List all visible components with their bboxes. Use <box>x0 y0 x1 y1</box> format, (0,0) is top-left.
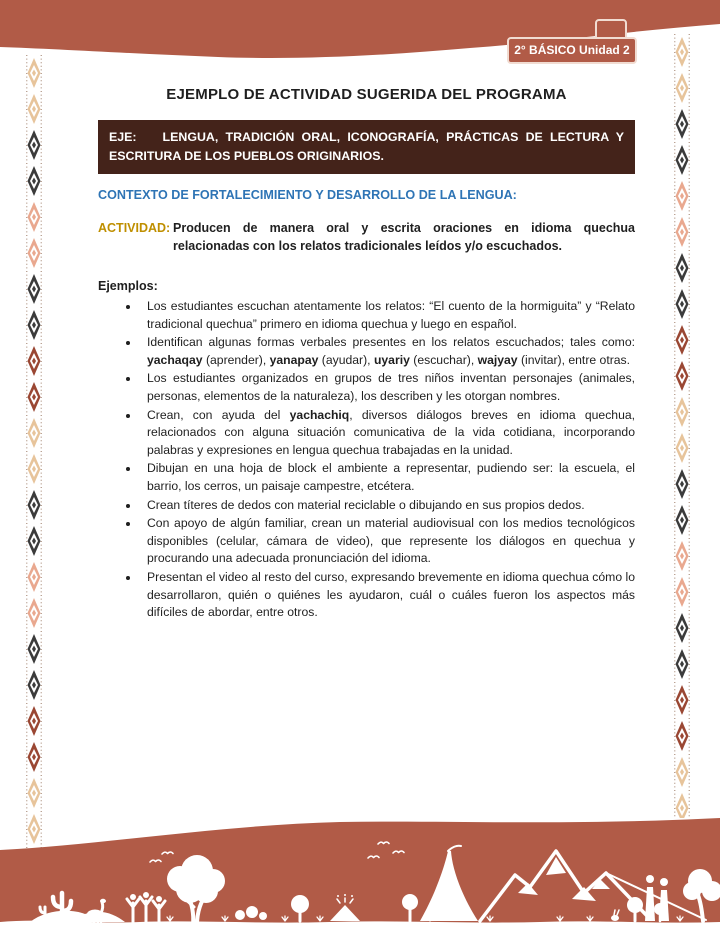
example-item: • Crean títeres de dedos con material reciclable o dibujando en sus propios dedos. <box>140 497 635 515</box>
example-item: • Con apoyo de algún familiar, crean un material audiovisual con los medios tecnológicos disponibles (celular, cámara de video), que represente los diálogos en quechua y procurando una adecuada pronunciación del idioma. <box>140 515 635 568</box>
example-item: • Los estudiantes organizados en grupos de tres niños inventan personajes (animales, personas, elementos de la naturaleza), los describen y les otorgan nombres. <box>140 370 635 405</box>
activity-text: Producen de manera oral y escrita oraciones en idioma quechua relacionadas con los relatos tradicionales leídos y/o escuchados. <box>173 221 635 253</box>
example-item: • Dibujan en una hoja de block el ambiente a representar, pudiendo ser: la escuela, el barrio, los cerros, un paisaje campestre, etcétera. <box>140 460 635 495</box>
eje-label: EJE: <box>109 130 137 144</box>
context-heading: CONTEXTO DE FORTALECIMIENTO Y DESARROLLO DE LA LENGUA: <box>98 188 517 202</box>
example-item: • Presentan el video al resto del curso, expresando brevemente en idioma quechua cómo lo desarrollaron, quién o quiénes les ayudaron, cuál o cuáles fueron los aspectos más difíciles de abordar, entre otros. <box>140 569 635 622</box>
andean-textile-border-left <box>26 55 42 850</box>
examples-heading: Ejemplos: <box>98 279 158 293</box>
andean-textile-border-right <box>674 34 690 818</box>
example-item: • Crean, con ayuda del yachachiq, diversos diálogos breves en idioma quechua, relacionados con alguna situación comunicativa de la vida cotidiana, incorporando palabras y expresiones en lengua quechua trabajadas en la unidad. <box>140 407 635 460</box>
people-silhouette <box>127 892 165 923</box>
eje-text: LENGUA, TRADICIÓN ORAL, ICONOGRAFÍA, PRÁCTICAS DE LECTURA Y ESCRITURA DE LOS PUEBLOS ORIGINARIOS. <box>109 130 624 163</box>
document-content <box>98 86 635 623</box>
footer-illustration <box>0 817 720 932</box>
example-item: • Los estudiantes escuchan atentamente los relatos: “El cuento de la hormiguita” y “Relato tradicional quechua” primero en idioma quechua y luego en español. <box>140 298 635 333</box>
page-title: EJEMPLO DE ACTIVIDAD SUGERIDA DEL PROGRAMA <box>166 86 567 103</box>
example-item: • Identifican algunas formas verbales presentes en los relatos escuchados; tales como: yachaqay (aprender), yanapay (ayudar), uyariy (escuchar), wajyay (invitar), entre otras. <box>140 334 635 369</box>
activity-row <box>98 219 635 255</box>
activity-label: ACTIVIDAD: <box>98 221 171 235</box>
eje-box <box>98 120 635 174</box>
examples-list <box>98 298 635 622</box>
unit-badge: 2° BÁSICO Unidad 2 <box>507 37 637 64</box>
